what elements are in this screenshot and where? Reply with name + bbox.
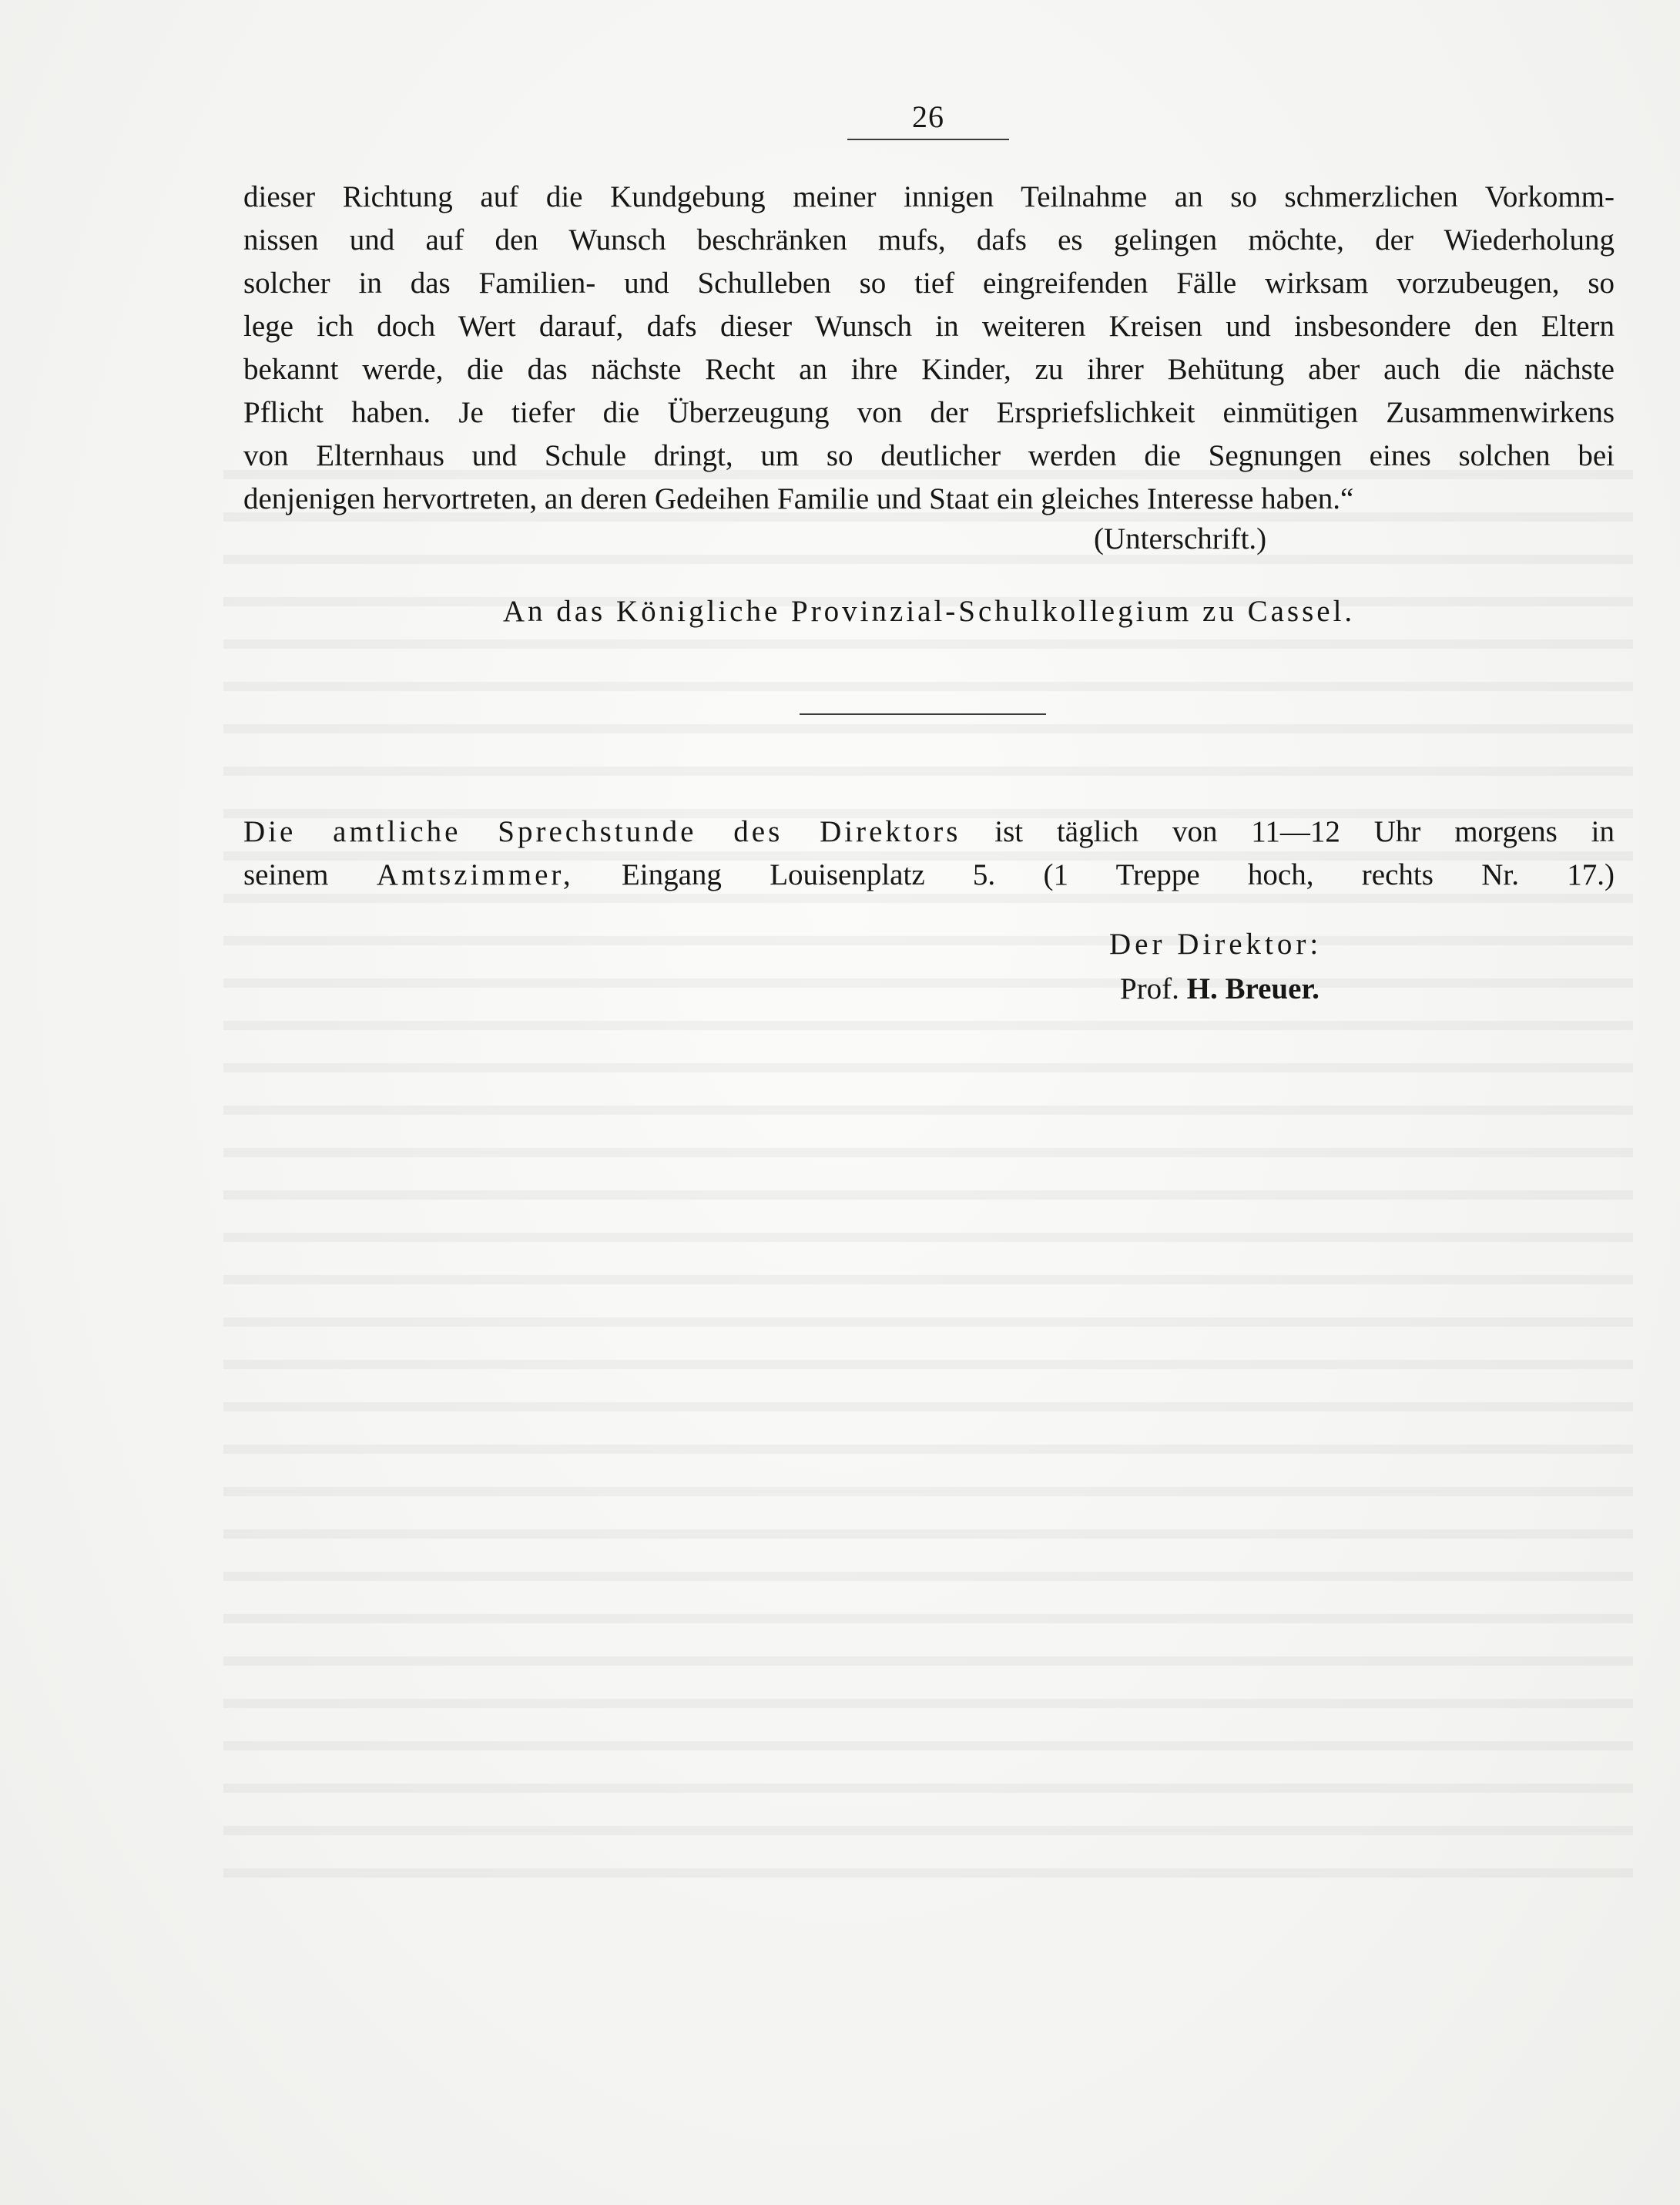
body-line: nissen und auf den Wunsch beschränken mufs, dafs es gelingen möchte, der Wiederholung	[243, 223, 1615, 257]
body-line: lege ich doch Wert darauf, dafs dieser Wunsch in weiteren Kreisen und insbesondere den Eltern	[243, 310, 1615, 343]
section-separator	[800, 713, 1046, 715]
director-signature	[1120, 968, 1320, 1011]
office-hours-notice	[243, 811, 1615, 897]
notice-spaced-text: Amtszimmer,	[376, 858, 574, 891]
page-number: 26	[912, 99, 944, 134]
addressee-line: An das Königliche Provinzial-Schulkollegium zu Cassel.	[502, 595, 1356, 628]
page-number-rule	[847, 139, 1009, 140]
notice-text: Eingang Louisenplatz 5. (1 Treppe hoch, rechts Nr. 17.)	[621, 858, 1615, 891]
reverse-side-bleed-through	[223, 447, 1633, 1911]
signature-placeholder: (Unterschrift.)	[1094, 522, 1267, 555]
notice-line-1	[243, 811, 1615, 854]
notice-line-2	[243, 854, 1615, 897]
body-line: bekannt werde, die das nächste Recht an ihre Kinder, zu ihrer Behütung aber auch die nächste	[243, 353, 1615, 386]
body-line: dieser Richtung auf die Kundgebung meiner innigen Teilnahme an so schmerzlichen Vorkomm-	[243, 180, 1615, 213]
notice-spaced-text: Die amtliche Sprechstunde des Direktors	[243, 815, 961, 848]
notice-text: seinem	[243, 858, 329, 891]
body-line: solcher in das Familien- und Schulleben so tief eingreifenden Fälle wirksam vorzubeugen, so	[243, 267, 1615, 300]
director-name: H. Breuer.	[1186, 972, 1320, 1005]
body-line-last: denjenigen hervortreten, an deren Gedeihen Familie und Staat ein gleiches Interesse haben.“	[243, 482, 1354, 515]
director-title: Der Direktor:	[1109, 928, 1323, 961]
director-prefix: Prof.	[1120, 972, 1179, 1005]
body-line: Pflicht haben. Je tiefer die Überzeugung von der Erspriefslichkeit einmütigen Zusammenwirkens	[243, 396, 1615, 429]
letter-body	[243, 176, 1615, 521]
notice-text: ist täglich von 11—12 Uhr morgens in	[994, 815, 1615, 848]
body-line: von Elternhaus und Schule dringt, um so deutlicher werden die Segnungen eines solchen bei	[243, 439, 1615, 472]
